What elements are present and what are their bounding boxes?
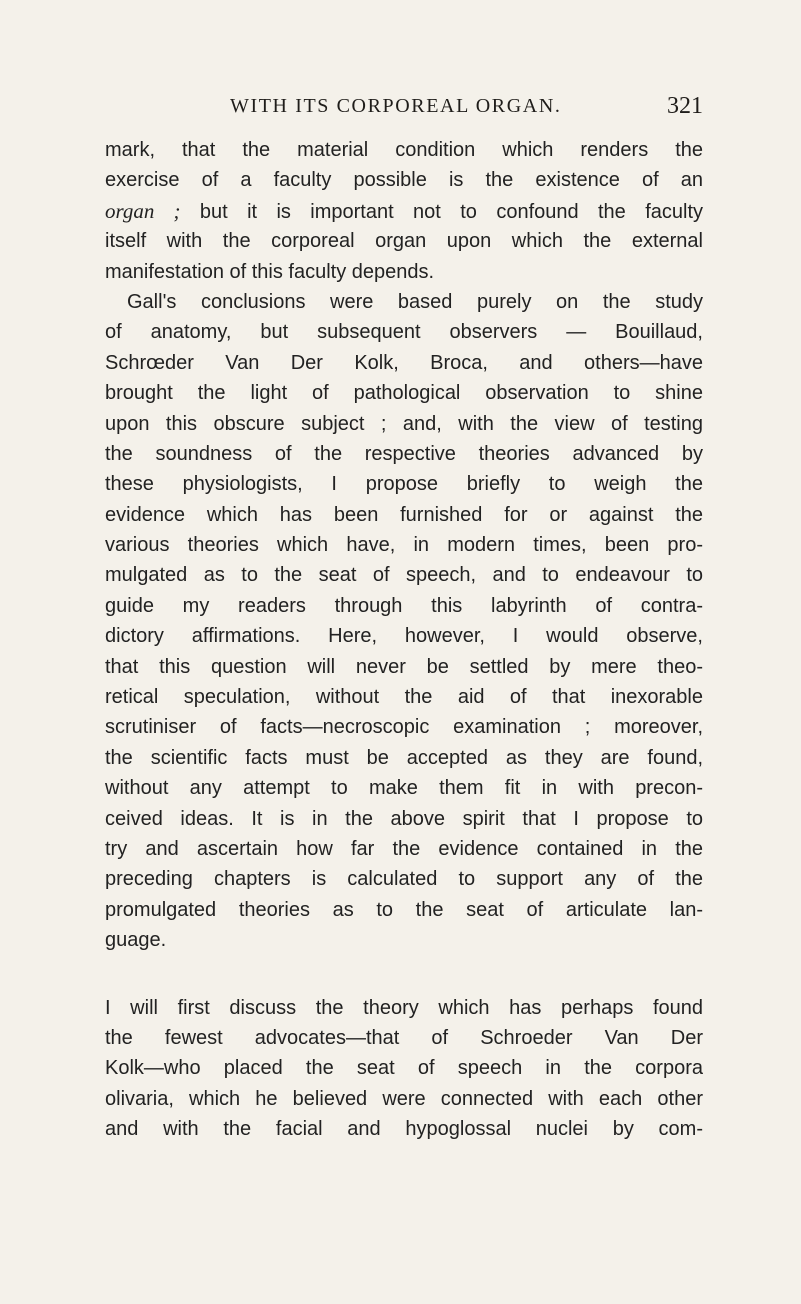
text-line: Schrœder Van Der Kolk, Broca, and others—have — [105, 351, 703, 374]
text-line: Kolk—who placed the seat of speech in the corpora — [105, 1057, 703, 1080]
text-line: evidence which has been furnished for or against the — [105, 503, 703, 526]
text-line: olivaria, which he believed were connected with each other — [105, 1087, 703, 1110]
text-line: without any attempt to make them fit in with precon- — [105, 777, 703, 800]
text-line: manifestation of this faculty depends. — [105, 260, 435, 283]
text-line: retical speculation, without the aid of that inexorable — [105, 686, 703, 709]
text-line: preceding chapters is calculated to support any of the — [105, 868, 703, 891]
text-line: mark, that the material condition which renders the — [105, 139, 703, 161]
text-line: mulgated as to the seat of speech, and to endeavour to — [105, 564, 703, 587]
text-line: I will first discuss the theory which has perhaps found — [105, 996, 703, 1019]
text-line: try and ascertain how far the evidence contained in the — [105, 837, 703, 860]
text-line: ceived ideas. It is in the above spirit that I propose to — [105, 807, 703, 830]
text-line: exercise of a faculty possible is the existence of an — [105, 169, 703, 192]
paragraph-gap — [105, 956, 703, 993]
text-line: that this question will never be settled by mere theo- — [105, 655, 703, 678]
text-line: of anatomy, but subsequent observers — Bouillaud, — [105, 321, 703, 344]
text-line: brought the light of pathological observation to shine — [105, 382, 703, 405]
text-line: various theories which have, in modern times, been pro- — [105, 534, 703, 557]
text-line: guide my readers through this labyrinth of contra- — [105, 594, 703, 617]
text-line: Gall's conclusions were based purely on the study — [127, 290, 703, 313]
paragraph-1 — [105, 135, 703, 287]
text-line: the fewest advocates—that of Schroeder Van Der — [105, 1026, 703, 1049]
text-line: scrutiniser of facts—necroscopic examination ; moreover, — [105, 716, 703, 739]
text-line: these physiologists, I propose briefly to weigh the — [105, 473, 703, 496]
page-number: 321 — [667, 93, 703, 119]
text-line: guage. — [105, 929, 167, 952]
text-line: itself with the corporeal organ upon which the external — [105, 230, 703, 253]
text-line: upon this obscure subject ; and, with the view of testing — [105, 412, 703, 435]
paragraph-2 — [105, 287, 703, 956]
text-line — [105, 196, 703, 226]
page-body — [105, 135, 703, 1145]
italic-term: organ ; — [105, 198, 181, 223]
text-line: and with the facial and hypoglossal nuclei by com- — [105, 1118, 703, 1141]
text-line: the soundness of the respective theories advanced by — [105, 442, 703, 465]
text-line: promulgated theories as to the seat of articulate lan- — [105, 898, 703, 921]
text-line: the scientific facts must be accepted as they are found, — [105, 746, 703, 769]
text-line: dictory affirmations. Here, however, I would observe, — [105, 625, 703, 648]
running-title: WITH ITS CORPOREAL ORGAN. — [230, 95, 562, 117]
paragraph-3 — [105, 993, 703, 1145]
text-run: but it is important not to confound the faculty — [180, 200, 704, 223]
